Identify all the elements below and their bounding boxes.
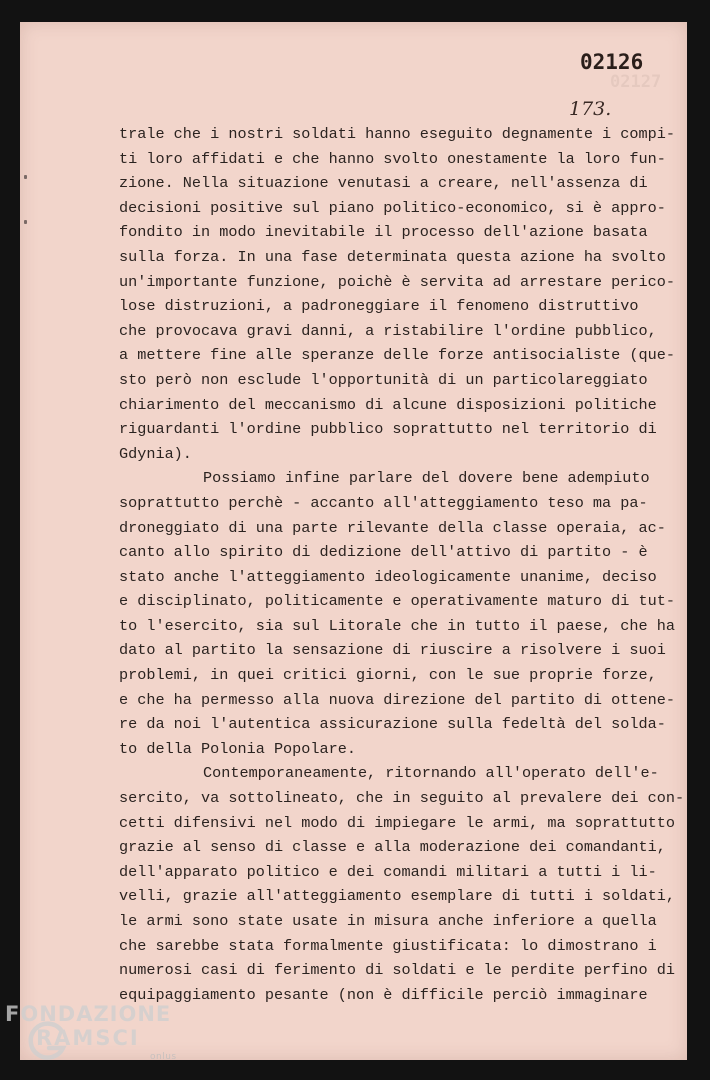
text-line: re da noi l'autentica assicurazione sulla fedeltà del solda-: [119, 715, 666, 734]
text-line: cetti difensivi nel modo di impiegare le armi, ma soprattutto: [119, 813, 675, 832]
fondazione-gramsci-watermark: [5, 1002, 177, 1062]
text-line: che sarebbe stata formalmente giustificata: lo dimostrano i: [119, 936, 657, 955]
document-page: [20, 22, 687, 1060]
text-line: velli, grazie all'atteggiamento esemplare di tutti i soldati,: [119, 887, 675, 906]
text-line: numerosi casi di ferimento di soldati e le perdite perfino di: [119, 961, 675, 980]
text-line: Gdynia).: [119, 444, 192, 463]
text-line: soprattutto perchè - accanto all'atteggiamento teso ma pa-: [119, 493, 648, 512]
watermark-line1: FONDAZIONE: [5, 1002, 172, 1026]
text-line: dato al partito la sensazione di riuscire a risolvere i suoi: [119, 641, 666, 660]
text-line: grazie al senso di classe e alla moderazione dei comandanti,: [119, 838, 666, 857]
text-line: che provocava gravi danni, a ristabilire l'ordine pubblico,: [119, 321, 657, 340]
page-number: 173.: [569, 98, 612, 120]
text-line: fondito in modo inevitabile il processo dell'azione basata: [119, 223, 648, 242]
margin-mark: [24, 220, 27, 224]
text-line: equipaggiamento pesante (non è difficile perciò immaginare: [119, 985, 648, 1004]
text-line: ti loro affidati e che hanno svolto onestamente la loro fun-: [119, 149, 666, 168]
text-line: riguardanti l'ordine pubblico soprattutto nel territorio di: [119, 420, 657, 439]
text-line: Contemporaneamente, ritornando all'operato dell'e-: [203, 764, 659, 783]
watermark-suffix: onlus: [150, 1052, 177, 1062]
text-line: chiarimento del meccanismo di alcune disposizioni politiche: [119, 395, 657, 414]
watermark-line2: RAMSCI: [36, 1026, 140, 1050]
text-line: canto allo spirito di dedizione dell'attivo di partito - è: [119, 543, 648, 562]
text-line: droneggiato di una parte rilevante della classe operaia, ac-: [119, 518, 666, 537]
margin-mark: [24, 175, 27, 179]
text-line: a mettere fine alle speranze delle forze antisocialiste (que-: [119, 346, 675, 365]
text-line: sto però non esclude l'opportunità di un particolareggiato: [119, 370, 648, 389]
text-line: le armi sono state usate in misura anche inferiore a quella: [119, 912, 657, 930]
text-line: decisioni positive sul piano politico-economico, si è appro-: [119, 198, 666, 217]
text-line: sercito, va sottolineato, che in seguito al prevalere dei con-: [119, 789, 685, 808]
document-body: [119, 122, 685, 1007]
text-line: zione. Nella situazione venutasi a creare, nell'assenza di: [119, 174, 648, 193]
text-line: trale che i nostri soldati hanno eseguito degnamente i compi-: [119, 125, 675, 143]
text-line: to l'esercito, sia sul Litorale che in tutto il paese, che ha: [119, 616, 675, 635]
text-line: dell'apparato politico e dei comandi militari a tutti i li-: [119, 862, 657, 881]
gramsci-g-logo-icon: [27, 1020, 69, 1062]
archive-number-ghost: 02127: [610, 72, 662, 92]
text-line: problemi, in quei critici giorni, con le sue proprie forze,: [119, 666, 657, 685]
text-line: e che ha permesso alla nuova direzione del partito di ottene-: [119, 690, 675, 709]
text-line: to della Polonia Popolare.: [119, 739, 356, 758]
text-line: lose distruzioni, a padroneggiare il fenomeno distruttivo: [119, 297, 639, 316]
text-line: sulla forza. In una fase determinata questa azione ha svolto: [119, 247, 666, 266]
text-line: e disciplinato, politicamente e operativamente maturo di tut-: [119, 592, 675, 611]
text-line: Possiamo infine parlare del dovere bene adempiuto: [203, 469, 650, 488]
archive-number: 02126: [580, 50, 644, 74]
text-line: stato anche l'atteggiamento ideologicamente unanime, deciso: [119, 567, 657, 586]
text-line: un'importante funzione, poichè è servita ad arrestare perico-: [119, 272, 675, 291]
